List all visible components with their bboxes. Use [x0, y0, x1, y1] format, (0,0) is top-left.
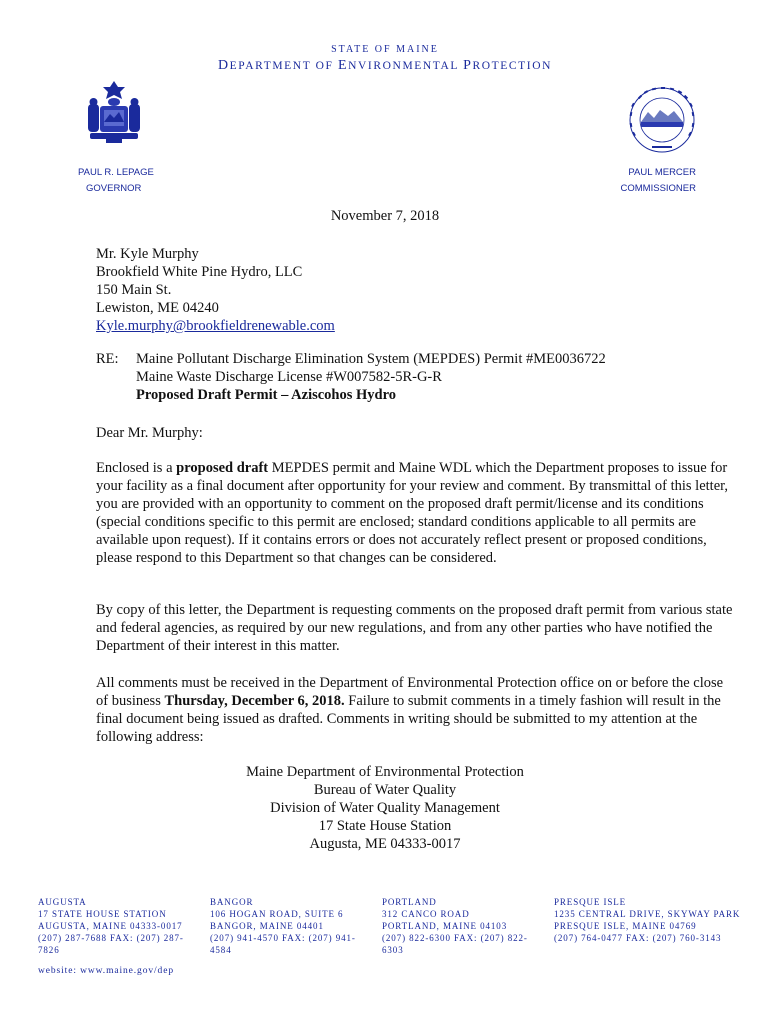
- footer-office-portland: [382, 896, 542, 956]
- state-seal-icon: [84, 78, 144, 144]
- re-line-subject: Proposed Draft Permit – Aziscohos Hydro: [136, 387, 397, 403]
- recipient-company: Brookfield White Pine Hydro, LLC: [96, 264, 303, 280]
- governor-name: PAUL R. LEPAGE: [78, 167, 154, 178]
- office-phone: (207) 287-7688 FAX: (207) 287-7826: [38, 933, 184, 955]
- office-phone: (207) 822-6300 FAX: (207) 822-6303: [382, 933, 528, 955]
- commissioner-name: PAUL MERCER: [628, 167, 696, 178]
- office-line: BANGOR, MAINE 04401: [210, 921, 324, 931]
- letterhead-state: STATE OF MAINE: [331, 44, 439, 55]
- recipient-name: Mr. Kyle Murphy: [96, 246, 199, 262]
- footer-office-augusta: [38, 896, 198, 956]
- office-city: PORTLAND: [382, 897, 437, 907]
- office-city: AUGUSTA: [38, 897, 87, 907]
- p3-bold-deadline: Thursday, December 6, 2018.: [164, 693, 345, 709]
- address-line: Augusta, ME 04333-0017: [309, 836, 461, 852]
- address-line: Maine Department of Environmental Protection: [246, 764, 524, 780]
- salutation: Dear Mr. Murphy:: [96, 425, 203, 441]
- recipient-email-link[interactable]: Kyle.murphy@brookfieldrenewable.com: [96, 318, 335, 334]
- mailing-address-block: [0, 763, 770, 853]
- footer-office-bangor: [210, 896, 370, 956]
- office-phone: (207) 941-4570 FAX: (207) 941-4584: [210, 933, 356, 955]
- governor-title: GOVERNOR: [86, 183, 142, 194]
- office-line: 1235 CENTRAL DRIVE, SKYWAY PARK: [554, 909, 741, 919]
- department-heading-part: E: [337, 58, 349, 73]
- re-line-license: Maine Waste Discharge License #W007582-5R-G-R: [136, 369, 442, 385]
- paragraph-deadline: [96, 674, 736, 746]
- address-line: Division of Water Quality Management: [270, 800, 500, 816]
- p3-text-end: Failure to submit comments in a timely fashion will result in the final document being issued as drafted. Comments in writing should be submitted to my attention at the following address:: [96, 693, 721, 745]
- recipient-block: [96, 245, 335, 335]
- footer-website-link[interactable]: website: www.maine.gov/dep: [38, 966, 174, 976]
- commissioner-title: COMMISSIONER: [620, 183, 696, 194]
- office-line: PORTLAND, MAINE 04103: [382, 921, 508, 931]
- address-line: Bureau of Water Quality: [313, 782, 457, 798]
- re-line-permit: Maine Pollutant Discharge Elimination System (MEPDES) Permit #ME0036722: [136, 351, 606, 367]
- department-heading-part: NVIRONMENTAL: [348, 60, 464, 72]
- office-city: BANGOR: [210, 897, 254, 907]
- p1-text-end: MEPDES permit and Maine WDL which the Department proposes to issue for your facility as a final document after opportunity for your review and comment. By transmittal of this letter, you are provided with an opportunity to comment on the proposed draft permit/license and its conditions (special conditions specific to this permit are enclosed; standard conditions applicable to all permits are available upon request). If it contains errors or does not accurately reflect present or proposed conditions, please respond to this Department so that changes can be considered.: [96, 460, 729, 566]
- re-label: RE:: [96, 351, 119, 367]
- footer-office-presque-isle: [554, 896, 754, 944]
- department-heading-part: ROTECTION: [472, 60, 553, 72]
- department-heading-part: EPARTMENT OF: [229, 60, 338, 72]
- office-line: PRESQUE ISLE, MAINE 04769: [554, 921, 697, 931]
- dep-seal-icon: [628, 86, 696, 154]
- re-block: [136, 350, 736, 404]
- paragraph-enclosure: [96, 459, 736, 567]
- department-heading-part: D: [217, 58, 230, 73]
- recipient-street: 150 Main St.: [96, 282, 172, 298]
- office-line: AUGUSTA, MAINE 04333-0017: [38, 921, 183, 931]
- office-line: 106 HOGAN ROAD, SUITE 6: [210, 909, 344, 919]
- office-line: 312 CANCO ROAD: [382, 909, 470, 919]
- recipient-city: Lewiston, ME 04240: [96, 300, 219, 316]
- letter-date: November 7, 2018: [330, 208, 440, 224]
- p1-text-start: Enclosed is a: [96, 460, 177, 476]
- p1-bold: proposed draft: [176, 460, 269, 476]
- office-line: 17 STATE HOUSE STATION: [38, 909, 167, 919]
- paragraph-agency-comments: By copy of this letter, the Department is requesting comments on the proposed draft permit from various state and federal agencies, as required by our new regulations, and from any other parties who have notified the Department of their interest in this matter.: [96, 602, 733, 654]
- p3-text-start: All comments must be received in the Department of Environmental Protection office on or before the close of business: [96, 675, 724, 709]
- address-line: 17 State House Station: [318, 818, 452, 834]
- letterhead-department: [0, 58, 770, 74]
- office-city: PRESQUE ISLE: [554, 897, 627, 907]
- department-heading-part: P: [463, 58, 473, 73]
- office-phone: (207) 764-0477 FAX: (207) 760-3143: [554, 933, 722, 943]
